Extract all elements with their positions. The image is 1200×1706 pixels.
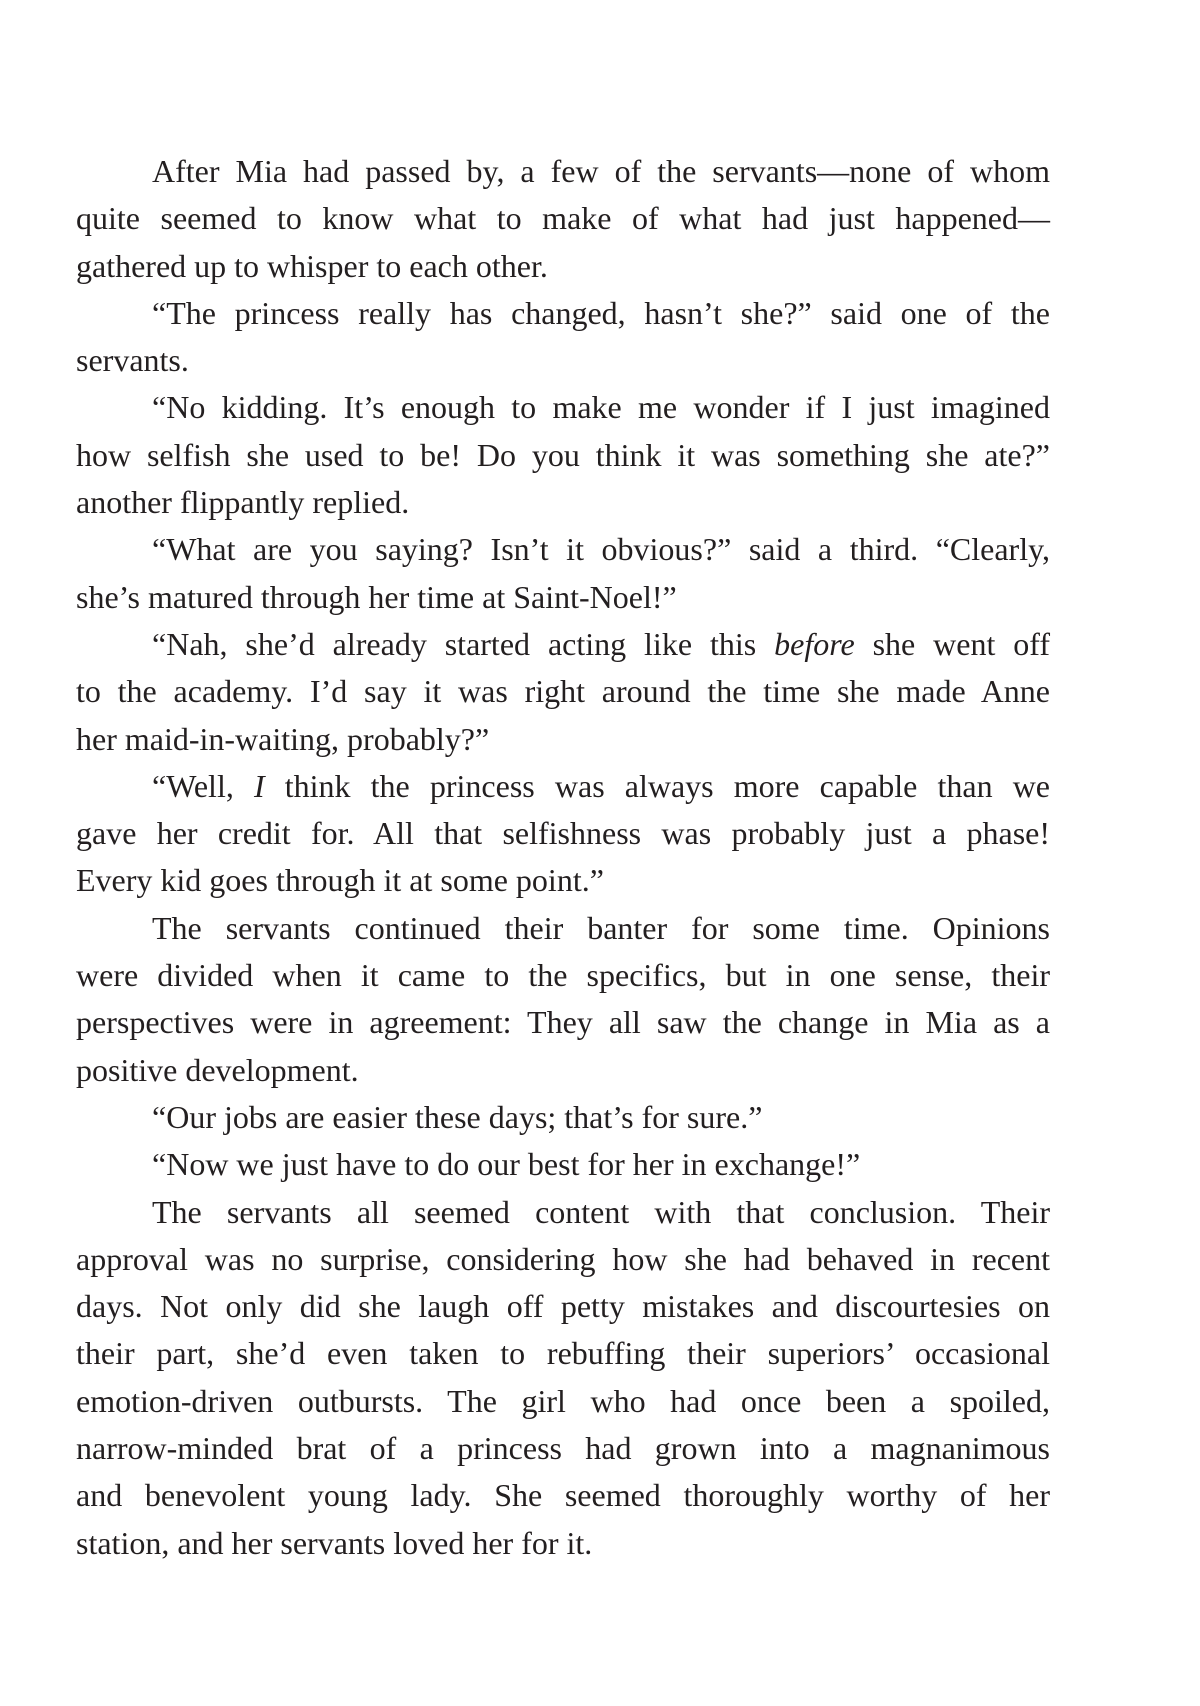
text-segment: narrow-minded brat of a princess had grown into a magnanimous <box>76 1430 1050 1467</box>
text-segment: Every kid goes through it at some point.” <box>76 862 604 899</box>
text-segment: servants. <box>76 342 189 379</box>
text-segment: “Nah, she’d already started acting like this <box>152 625 775 662</box>
text-line <box>76 999 1050 1046</box>
text-segment: how selfish she used to be! Do you think it was something she ate?” <box>76 436 1050 473</box>
paragraph <box>76 763 1050 905</box>
text-line <box>76 384 1050 431</box>
paragraph <box>76 1141 1050 1188</box>
text-line <box>76 716 1050 763</box>
text-line <box>76 810 1050 857</box>
text-line <box>76 1141 1050 1188</box>
text-segment: “Well, <box>152 767 254 804</box>
text-line <box>76 479 1050 526</box>
italic-text: before <box>774 625 855 662</box>
text-line <box>76 574 1050 621</box>
text-segment: to the academy. I’d say it was right around the time she made Anne <box>76 673 1050 710</box>
text-line <box>76 432 1050 479</box>
text-segment: “Our jobs are easier these days; that’s for sure.” <box>152 1098 763 1135</box>
text-line <box>76 1472 1050 1519</box>
text-line <box>76 1283 1050 1330</box>
text-line <box>76 1520 1050 1567</box>
text-segment: approval was no surprise, considering how she had behaved in recent <box>76 1240 1050 1277</box>
text-line <box>76 526 1050 573</box>
text-segment: “What are you saying? Isn’t it obvious?” said a third. “Clearly, <box>152 531 1050 568</box>
text-segment: The servants continued their banter for some time. Opinions <box>152 909 1050 946</box>
text-line <box>76 1236 1050 1283</box>
text-segment: their part, she’d even taken to rebuffing their superiors’ occasional <box>76 1335 1050 1372</box>
text-line <box>76 243 1050 290</box>
text-segment: After Mia had passed by, a few of the servants—none of whom <box>152 153 1050 189</box>
text-line <box>76 1094 1050 1141</box>
text-segment: another flippantly replied. <box>76 484 410 521</box>
paragraph <box>76 1189 1050 1567</box>
text-line <box>76 668 1050 715</box>
text-segment: emotion-driven outbursts. The girl who had once been a spoiled, <box>76 1382 1050 1419</box>
text-line <box>76 905 1050 952</box>
italic-text: I <box>253 767 265 804</box>
text-segment: think the princess was always more capable than we <box>264 767 1051 804</box>
text-segment: station, and her servants loved her for it. <box>76 1524 593 1561</box>
text-line <box>76 857 1050 904</box>
text-segment: she went off <box>854 625 1051 662</box>
text-line <box>76 1189 1050 1236</box>
body-text <box>76 148 1050 1567</box>
text-line <box>76 1330 1050 1377</box>
text-segment: days. Not only did she laugh off petty mistakes and discourtesies on <box>76 1288 1050 1325</box>
paragraph <box>76 290 1050 385</box>
text-line <box>76 952 1050 999</box>
text-segment: were divided when it came to the specifics, but in one sense, their <box>76 957 1050 994</box>
text-line <box>76 195 1050 242</box>
text-line <box>76 1425 1050 1472</box>
text-segment: her maid-in-waiting, probably?” <box>76 720 490 757</box>
text-line <box>76 337 1050 384</box>
text-segment: “Now we just have to do our best for her in exchange!” <box>152 1146 861 1183</box>
paragraph <box>76 621 1050 763</box>
text-line <box>76 1378 1050 1425</box>
paragraph <box>76 526 1050 621</box>
paragraph <box>76 905 1050 1094</box>
text-line <box>76 290 1050 337</box>
text-line <box>76 148 1050 195</box>
text-segment: gathered up to whisper to each other. <box>76 247 548 284</box>
paragraph <box>76 1094 1050 1141</box>
text-segment: perspectives were in agreement: They all saw the change in Mia as a <box>76 1004 1050 1041</box>
text-line <box>76 763 1050 810</box>
text-segment: positive development. <box>76 1051 359 1088</box>
text-segment: quite seemed to know what to make of what had just happened— <box>76 200 1050 237</box>
text-segment: The servants all seemed content with that conclusion. Their <box>152 1193 1050 1230</box>
text-segment: she’s matured through her time at Saint-Noel!” <box>76 578 677 615</box>
paragraph <box>76 148 1050 290</box>
paragraph <box>76 384 1050 526</box>
text-line <box>76 621 1050 668</box>
text-segment: “The princess really has changed, hasn’t she?” said one of the <box>152 294 1050 331</box>
text-line <box>76 1047 1050 1094</box>
text-segment: “No kidding. It’s enough to make me wonder if I just imagined <box>152 389 1050 426</box>
text-segment: gave her credit for. All that selfishness was probably just a phase! <box>76 815 1050 852</box>
text-segment: and benevolent young lady. She seemed thoroughly worthy of her <box>76 1477 1050 1514</box>
